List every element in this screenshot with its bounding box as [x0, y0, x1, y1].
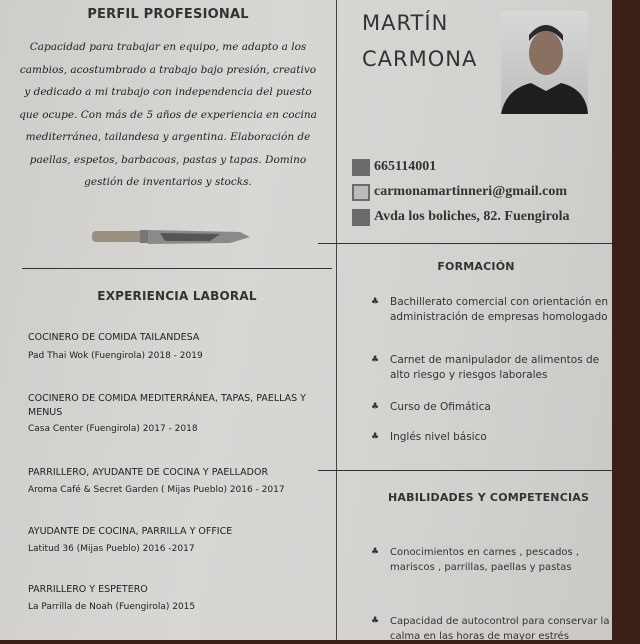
last-name: CARMONA: [362, 47, 478, 71]
skill-item: ♣ Conocimientos en carnes , pescados , mariscos , parrillas, paellas y pastas: [390, 545, 610, 575]
education-item: ♣ Bachillerato comercial con orientación en administración de empresas homologado: [390, 295, 610, 325]
profile-photo: [501, 11, 588, 114]
job-detail: La Parrilla de Noah (Fuengirola) 2015: [28, 602, 196, 612]
experience-list: [28, 331, 318, 612]
education-item: ♣ Carnet de manipulador de alimentos de alto riesgo y riesgos laborales: [390, 353, 610, 383]
profile-line: cambios, acostumbrado a trabajo bajo presión, creativo: [19, 63, 317, 76]
skill-item: ♣ Capacidad de autocontrol para conservar la calma en las horas de mayor estrés: [390, 614, 610, 644]
profile-line: gestión de inventarios y stocks.: [84, 176, 252, 188]
profile-line: mediterránea, tailandesa y argentina. Elaboración de: [25, 131, 311, 143]
education-heading: FORMACIÓN: [437, 260, 515, 273]
job-title: COCINERO DE COMIDA MEDITERRÁNEA, TAPAS, PAELLAS Y MENUS: [28, 393, 306, 418]
column-divider: [336, 0, 337, 640]
job-title: COCINERO DE COMIDA TAILANDESA: [28, 332, 200, 343]
email-text: carmonamartinneri@gmail.com: [374, 184, 568, 199]
divider: [22, 268, 332, 269]
experience-item: [28, 466, 318, 525]
address-text: Avda los boliches, 82. Fuengirola: [374, 209, 570, 224]
phone-icon: [352, 159, 370, 176]
divider: [318, 243, 612, 244]
profile-line: Capacidad para trabajar en equipo, me adapto a los: [29, 41, 307, 53]
profile-text: [8, 36, 328, 194]
skills-heading: HABILIDADES Y COMPETENCIAS: [388, 491, 590, 504]
experience-item: [28, 583, 318, 612]
job-title: AYUDANTE DE COCINA, PARRILLA Y OFFICE: [28, 526, 233, 537]
contact-email: [352, 180, 567, 204]
experience-heading: EXPERIENCIA LABORAL: [97, 289, 257, 303]
education-item: ♣ Curso de Ofimática: [390, 400, 610, 415]
job-title: PARRILLERO Y ESPETERO: [28, 584, 148, 595]
experience-item: [28, 331, 318, 392]
first-name: MARTÍN: [362, 11, 449, 35]
profile-line: paellas, espetos, barbacoas, pastas y tapas. Domino: [29, 153, 307, 166]
job-detail: Pad Thai Wok (Fuengirola) 2018 - 2019: [28, 351, 203, 361]
location-pin-icon: [352, 209, 370, 226]
job-detail: Latitud 36 (Mijas Pueblo) 2016 -2017: [28, 544, 195, 554]
profile-line: que ocupe. Con más de 5 años de experiencia en cocina: [19, 108, 317, 121]
education-item: ♣ Inglés nivel básico: [390, 430, 610, 445]
job-detail: Casa Center (Fuengirola) 2017 - 2018: [28, 424, 198, 434]
job-detail: Aroma Café & Secret Garden ( Mijas Pueblo) 2016 - 2017: [28, 485, 285, 495]
experience-item: [28, 392, 318, 466]
phone-text: 665114001: [374, 159, 437, 174]
profile-heading: PERFIL PROFESIONAL: [87, 7, 249, 22]
profile-line: y dedicado a mi trabajo con independencia del puesto: [24, 86, 312, 98]
divider: [318, 470, 612, 471]
contact-address: [352, 205, 570, 229]
job-title: PARRILLERO, AYUDANTE DE COCINA Y PAELLADOR: [28, 467, 269, 478]
experience-item: [28, 525, 318, 583]
contact-phone: [352, 155, 436, 179]
knife-icon: [90, 226, 252, 248]
envelope-icon: [352, 184, 370, 201]
